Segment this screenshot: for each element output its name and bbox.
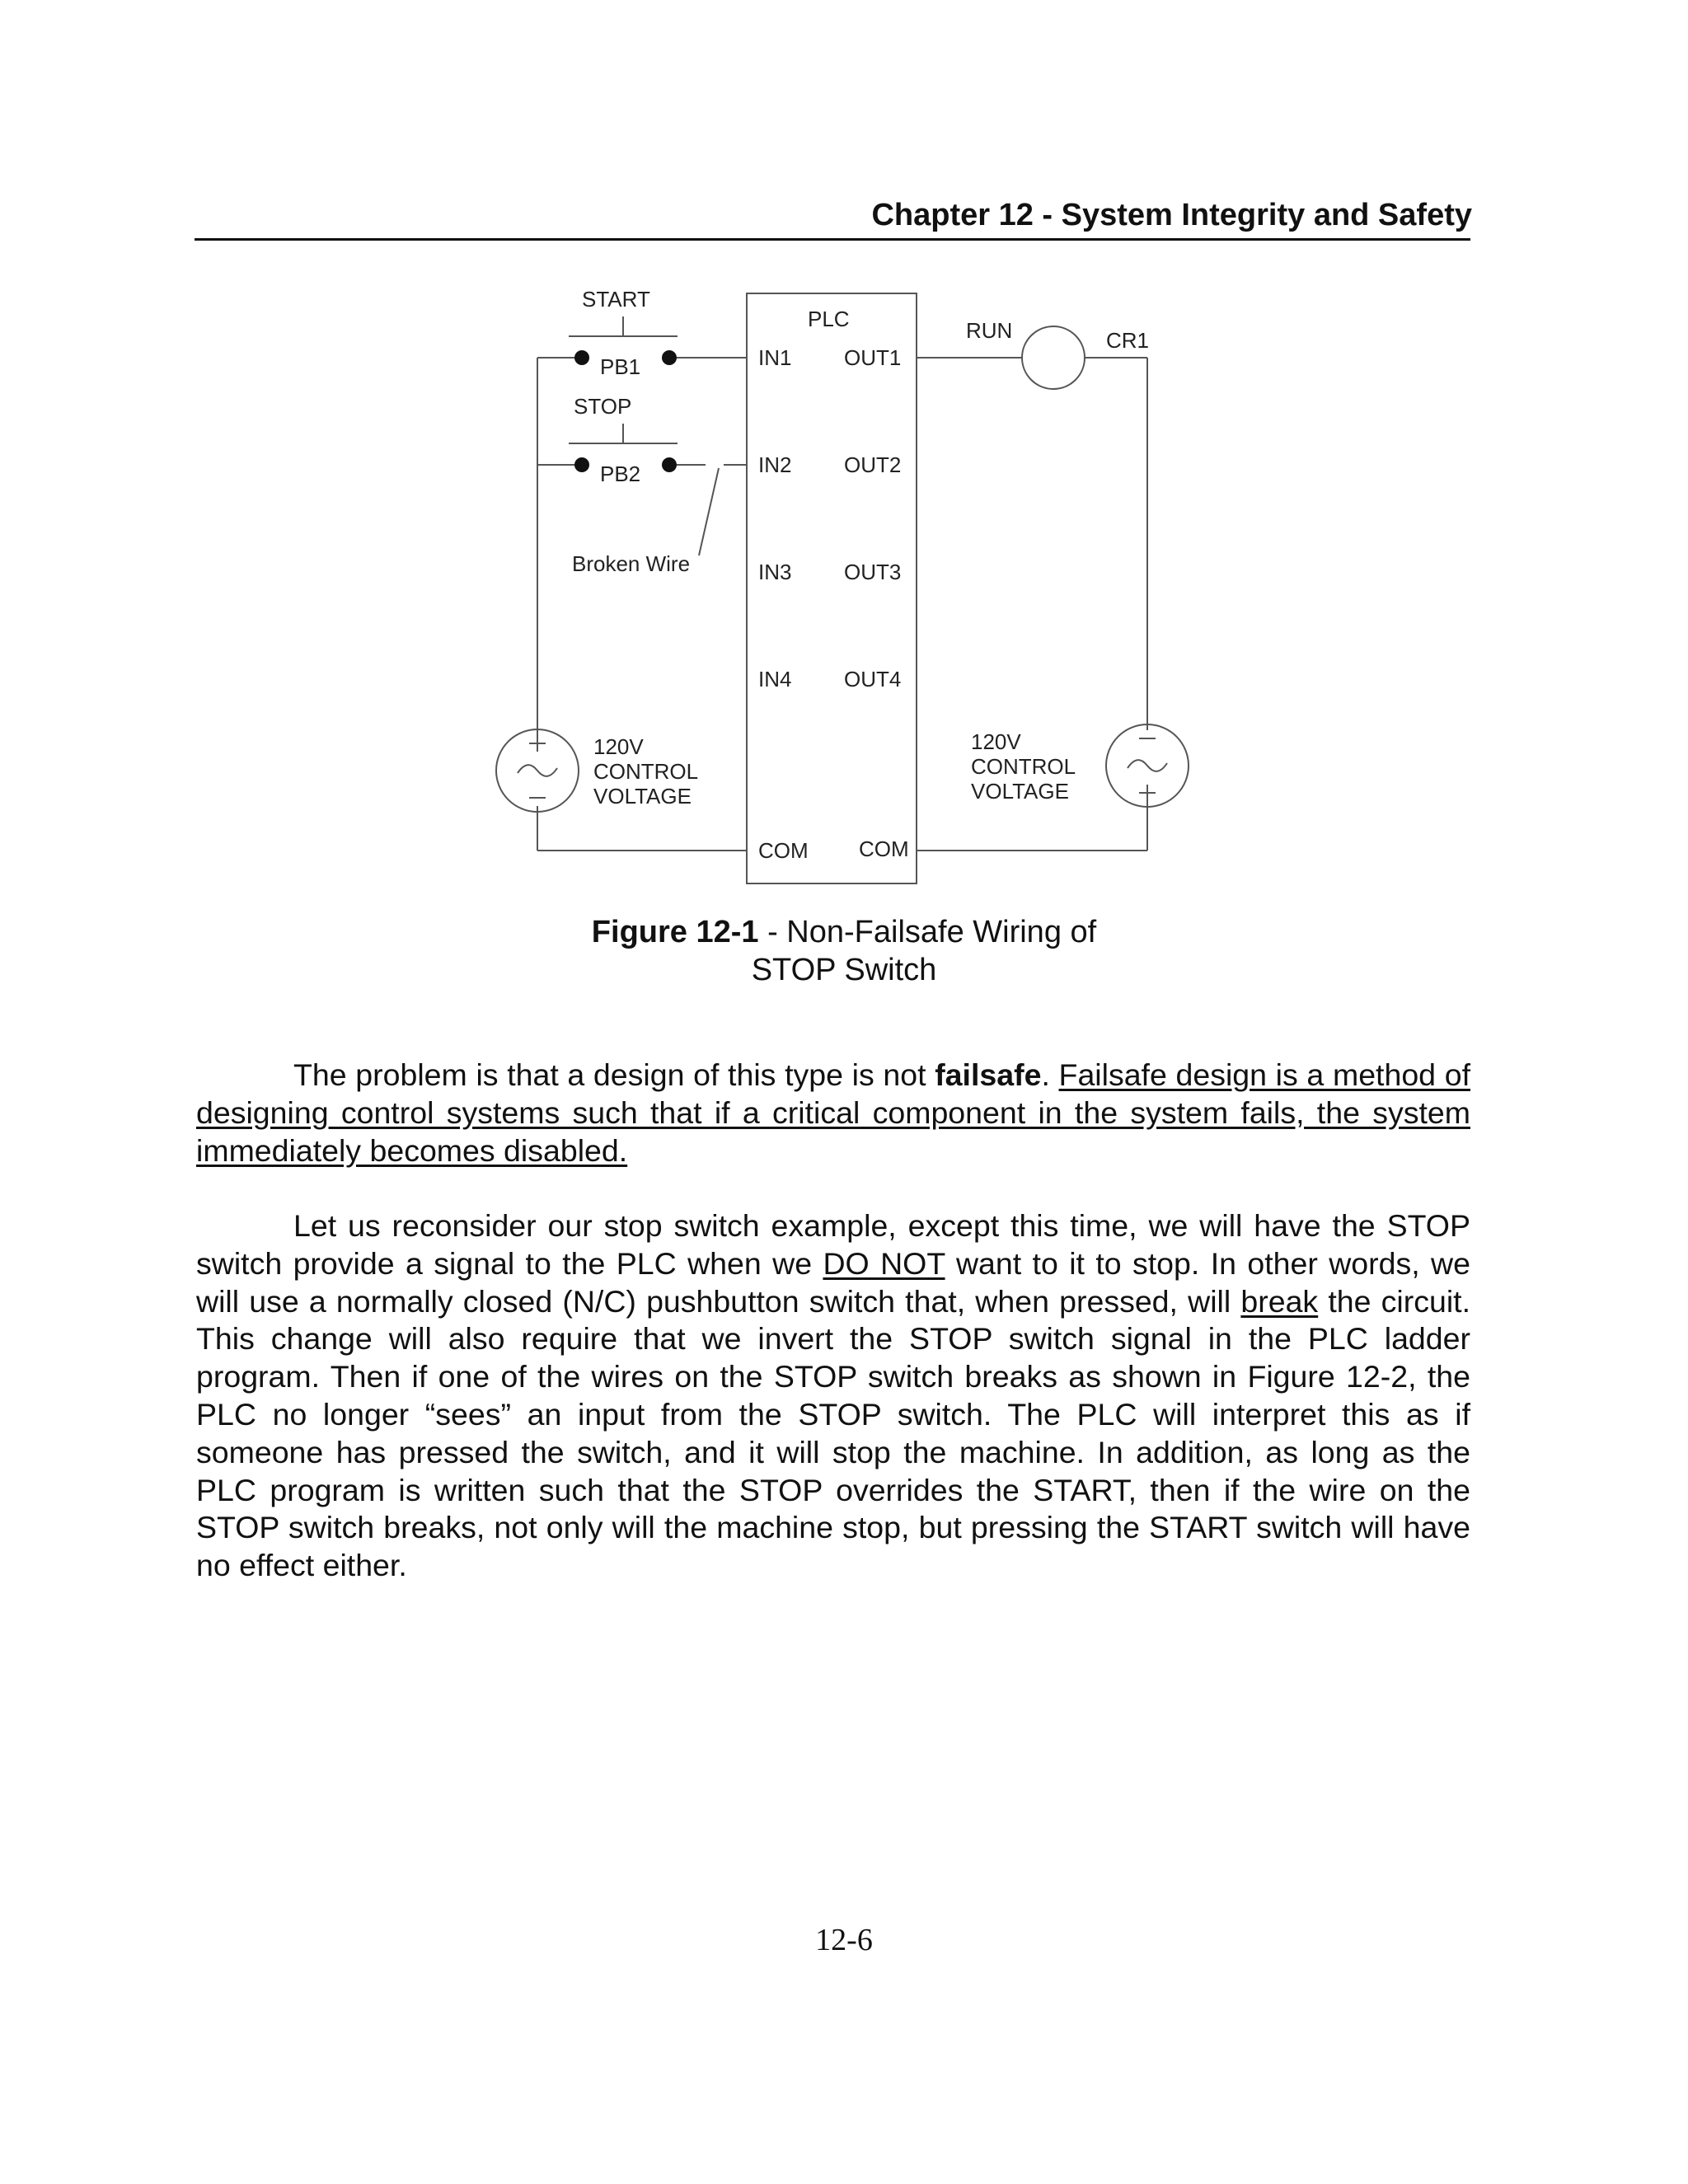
label-com-left: COM [758, 838, 809, 863]
label-in3: IN3 [758, 560, 792, 584]
paragraph-failsafe [196, 1057, 1470, 1169]
p1-definition: Failsafe design is a method of designing control systems such that if a critical component in the system fails, the system immediately becomes disabled. [196, 1057, 1470, 1168]
label-plc: PLC [808, 307, 850, 331]
label-out2: OUT2 [844, 452, 902, 477]
pb1-contact-right [662, 350, 677, 365]
caption-label: Figure 12-1 [591, 915, 759, 949]
label-in1: IN1 [758, 345, 792, 370]
label-right-supply-3: VOLTAGE [971, 779, 1069, 804]
label-out1: OUT1 [844, 345, 902, 370]
label-right-supply-2: CONTROL [971, 754, 1076, 779]
caption-line-2: STOP Switch [751, 953, 937, 987]
p1-text-2: . [1041, 1057, 1059, 1092]
pb2-contact-right [662, 457, 677, 472]
label-pb1: PB1 [600, 354, 641, 379]
p1-bold-term: failsafe [935, 1057, 1042, 1092]
label-left-supply-3: VOLTAGE [593, 784, 692, 808]
right-ac-sine [1128, 760, 1167, 771]
p2-underline-break: break [1240, 1283, 1319, 1319]
label-com-right: COM [859, 837, 909, 861]
label-left-supply-1: 120V [593, 734, 644, 759]
label-right-supply-1: 120V [971, 729, 1021, 754]
label-run: RUN [966, 318, 1013, 343]
label-out3: OUT3 [844, 560, 902, 584]
p1-text-1: The problem is that a design of this type is not [293, 1057, 935, 1092]
chapter-header: Chapter 12 - System Integrity and Safety [871, 198, 1472, 232]
label-in4: IN4 [758, 667, 792, 691]
header-rule [195, 238, 1470, 241]
wiring-diagram [462, 272, 1203, 915]
caption-line-1 [0, 913, 1688, 951]
p2-text-3: the circuit. This change will also require that we invert the STOP switch signal in the PLC ladder program. Then if one of the wires on the STOP switch breaks as shown in Figure 12-2, the PLC no longer “sees” an input from the STOP switch. The PLC will interpret this as if someone has pressed the switch, and it will stop the machine. In addition, as long as the PLC program is written such that the STOP overrides the START, then if the wire on the STOP switch breaks, not only will the machine stop, but pressing the START switch will have no effect either. [196, 1283, 1470, 1583]
label-broken-wire: Broken Wire [572, 551, 691, 576]
p2-text-1: Let us reconsider our stop switch example, except this time, we will have the STOP switch provide a signal to the PLC when we [196, 1208, 1470, 1281]
page-number: 12-6 [815, 1923, 873, 1957]
run-coil [1022, 326, 1085, 389]
label-left-supply-2: CONTROL [593, 759, 699, 784]
left-ac-sine [518, 765, 557, 776]
plc-box [747, 293, 917, 883]
wiring-diagram-svg [462, 272, 1203, 915]
paragraph-stop-switch [196, 1207, 1470, 1585]
label-out4: OUT4 [844, 667, 902, 691]
label-stop: STOP [574, 394, 632, 419]
caption-rest: - Non-Failsafe Wiring of [758, 915, 1097, 949]
p2-underline-do-not: DO NOT [823, 1245, 945, 1281]
label-cr1: CR1 [1106, 328, 1150, 353]
pb2-contact-left [574, 457, 589, 472]
figure-caption [0, 913, 1688, 989]
broken-wire-pointer [699, 468, 719, 555]
pb1-contact-left [574, 350, 589, 365]
label-in2: IN2 [758, 452, 792, 477]
label-pb2: PB2 [600, 462, 641, 486]
label-start: START [582, 287, 650, 312]
p2-text-2: want to it to stop. In other words, we will use a normally closed (N/C) pushbutton switch that, when pressed, will [196, 1245, 1470, 1319]
